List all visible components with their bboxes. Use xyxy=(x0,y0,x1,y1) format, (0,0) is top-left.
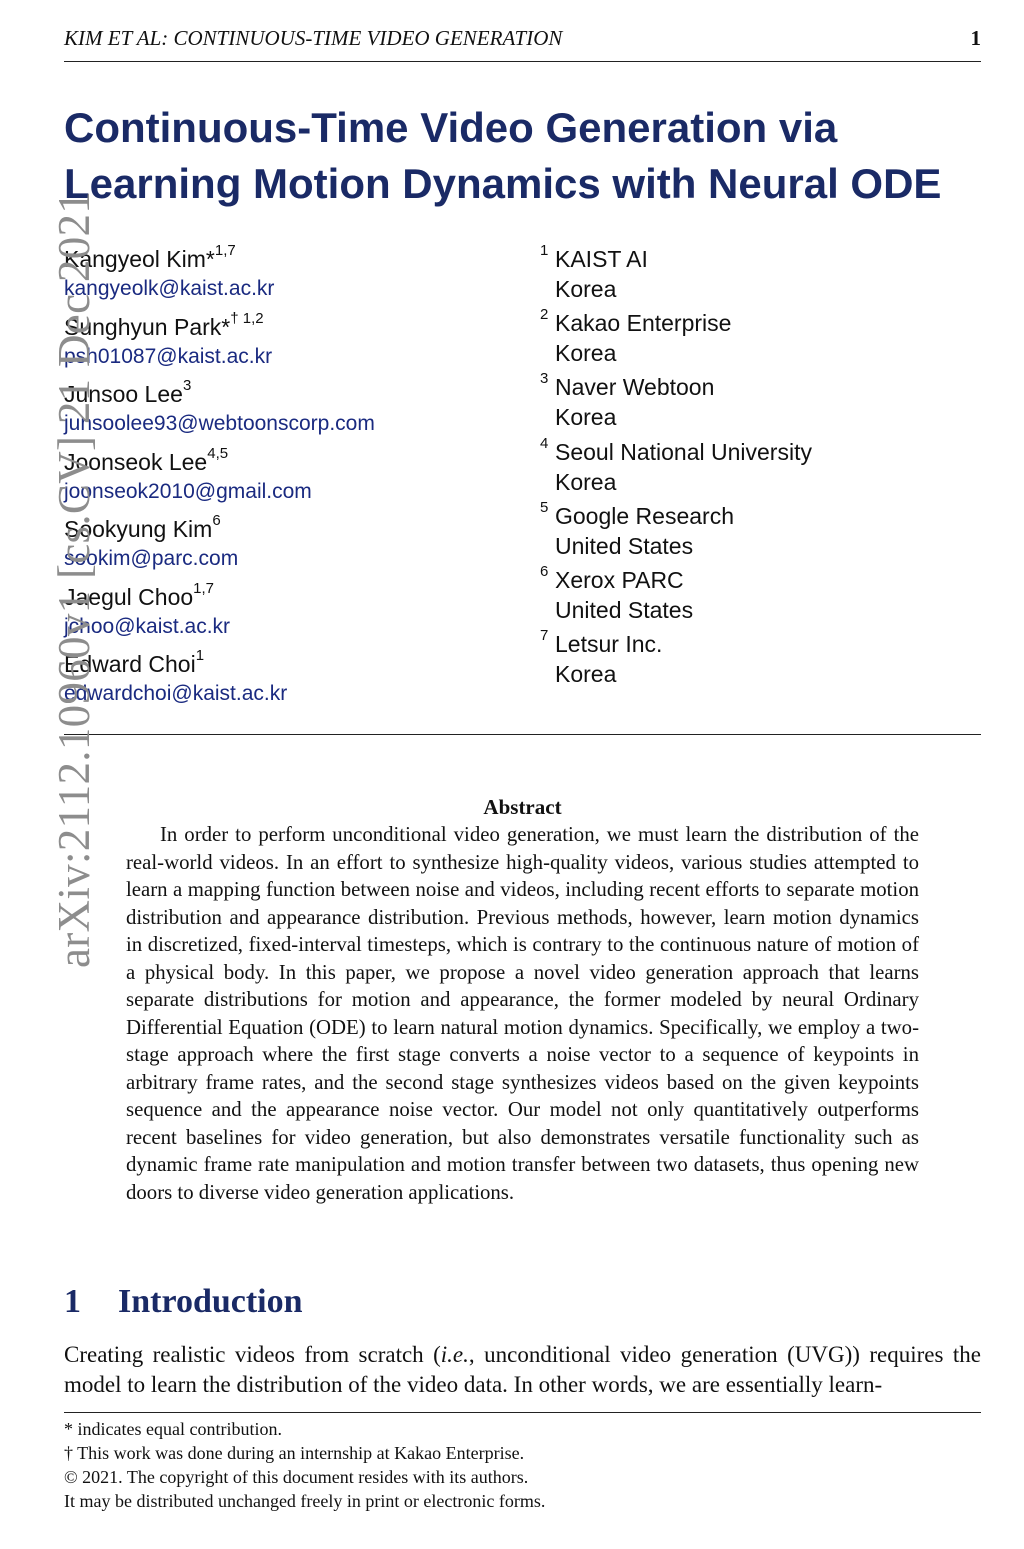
author-email-link[interactable]: joonseok2010@gmail.com xyxy=(64,479,312,503)
author-affiliation-marker: 1,7 xyxy=(193,579,215,597)
author-email-link[interactable]: sookim@parc.com xyxy=(64,547,239,570)
affiliation-institution: Letsur Inc. xyxy=(555,631,663,658)
affiliation-number: 6 xyxy=(540,562,549,580)
affiliation-institution: KAIST AI xyxy=(555,246,648,272)
header-rule xyxy=(64,61,981,62)
section-heading-introduction xyxy=(64,1282,303,1322)
title-block-rule xyxy=(64,734,981,735)
affiliation-entry xyxy=(540,308,980,372)
author-entry xyxy=(64,311,484,379)
affiliation-country: Korea xyxy=(555,468,617,495)
affiliation-entry xyxy=(540,562,980,629)
affiliation-number: 5 xyxy=(540,498,549,516)
affiliation-entry xyxy=(540,434,980,501)
paper-title-line-2: Learning Motion Dynamics with Neural ODE xyxy=(64,160,942,207)
author-email-link[interactable]: junsoolee93@webtoonscorp.com xyxy=(64,412,375,435)
affiliation-number: 2 xyxy=(540,306,549,324)
intro-text-start: Creating realistic videos from scratch ( xyxy=(64,1342,441,1367)
affiliation-number: 1 xyxy=(540,242,549,259)
author-name: Sunghyun Park* xyxy=(64,313,231,340)
affiliation-list xyxy=(540,244,980,693)
author-name: Sookyung Kim xyxy=(64,516,213,542)
author-name: Edward Choi xyxy=(64,651,196,677)
footnote-equal-contribution: * indicates equal contribution. xyxy=(64,1419,282,1439)
abstract-block xyxy=(126,793,919,1206)
author-affiliation-marker: † 1,2 xyxy=(230,309,264,327)
page-number: 1 xyxy=(970,26,981,50)
affiliation-country: United States xyxy=(555,596,694,623)
author-affiliation-marker: 6 xyxy=(212,512,221,530)
author-name: Jaegul Choo xyxy=(64,583,194,610)
running-header xyxy=(64,26,981,50)
affiliation-entry xyxy=(540,498,980,565)
footnote-copyright: © 2021. The copyright of this document resides with its authors. xyxy=(64,1467,529,1487)
affiliation-institution: Naver Webtoon xyxy=(555,374,715,401)
running-head-title: KIM ET AL: CONTINUOUS-TIME VIDEO GENERATION xyxy=(64,26,563,50)
author-email-link[interactable]: edwardchoi@kaist.ac.kr xyxy=(64,682,288,705)
affiliation-institution: Xerox PARC xyxy=(555,566,684,593)
arxiv-identifier-stamp: arXiv:2112.10960v1 [cs.CV] 21 Dec 2021 xyxy=(49,190,99,968)
author-email-link[interactable]: psh01087@kaist.ac.kr xyxy=(64,344,273,368)
intro-text-italic: i.e. xyxy=(440,1342,469,1367)
affiliation-country: United States xyxy=(555,532,694,559)
affiliation-entry xyxy=(540,372,980,436)
affiliation-number: 3 xyxy=(540,370,549,388)
author-entry xyxy=(64,648,484,716)
affiliation-institution: Seoul National University xyxy=(555,438,812,465)
intro-text-rest: , unconditional video generation (UVG)) requires the model to learn the distribution of the video data. In other words, we are essentially learn- xyxy=(64,1342,981,1397)
section-number: 1 xyxy=(64,1283,81,1320)
author-affiliation-marker: 4,5 xyxy=(207,444,229,462)
affiliation-institution: Kakao Enterprise xyxy=(555,310,732,337)
footnote-internship: † This work was done during an internship at Kakao Enterprise. xyxy=(64,1443,525,1463)
author-name: Joonseok Lee xyxy=(64,448,208,475)
author-list xyxy=(64,243,484,716)
author-email-link[interactable]: jchoo@kaist.ac.kr xyxy=(64,614,231,638)
author-affiliation-marker: 1,7 xyxy=(214,242,236,260)
introduction-paragraph xyxy=(64,1340,981,1400)
affiliation-number: 7 xyxy=(540,627,549,645)
affiliation-country: Korea xyxy=(555,276,617,302)
abstract-heading: Abstract xyxy=(483,795,562,819)
affiliation-entry xyxy=(540,629,980,693)
affiliation-institution: Google Research xyxy=(555,502,734,529)
affiliation-number: 4 xyxy=(540,434,549,452)
author-affiliation-marker: 3 xyxy=(182,377,192,395)
author-name: Kangyeol Kim* xyxy=(64,246,215,272)
paper-title-line-1: Continuous-Time Video Generation via xyxy=(64,104,838,151)
affiliation-country: Korea xyxy=(555,404,617,431)
section-title: Introduction xyxy=(118,1283,303,1320)
author-entry xyxy=(64,513,484,581)
author-entry xyxy=(64,243,484,311)
abstract-text: In order to perform unconditional video generation, we must learn the distribution of the real-world videos. In an effort to synthesize high-quality videos, various studies attempted to learn a mapping function between noise and videos, including recent efforts to separate motion distribution and appearance distribution. Previous methods, however, learn motion dynamics in discretized, fixed-interval timesteps, which is contrary to the continuous nature of motion of a physical body. In this paper, we propose a novel video generation approach that learns separate distributions for motion and appearance, the former modeled by neural Ordinary Differential Equation (ODE) to learn natural motion dynamics. Specifically, we employ a two-stage approach where the first stage converts a noise vector to a sequence of keypoints in arbitrary frame rates, and the second stage synthesizes videos based on the given keypoints sequence and the appearance noise vector. Our model not only quantitatively outperforms recent baselines for video generation, but also demonstrates versatile functionality such as dynamic frame rate manipulation and motion transfer between two datasets, thus opening new doors to diverse video generation applications. xyxy=(126,823,919,1204)
paper-title xyxy=(64,100,984,212)
footnote-distribution: It may be distributed unchanged freely in print or electronic forms. xyxy=(64,1491,546,1511)
affiliation-country: Korea xyxy=(555,340,617,367)
author-email-link[interactable]: kangyeolk@kaist.ac.kr xyxy=(64,277,275,300)
author-entry xyxy=(64,581,484,649)
affiliation-entry xyxy=(540,244,980,308)
author-entry xyxy=(64,378,484,446)
affiliation-country: Korea xyxy=(555,661,617,688)
author-entry xyxy=(64,446,484,514)
footnote-rule xyxy=(64,1412,981,1413)
author-name: Junsoo Lee xyxy=(64,381,183,407)
author-affiliation-marker: 1 xyxy=(195,647,205,665)
footnotes xyxy=(64,1417,981,1513)
